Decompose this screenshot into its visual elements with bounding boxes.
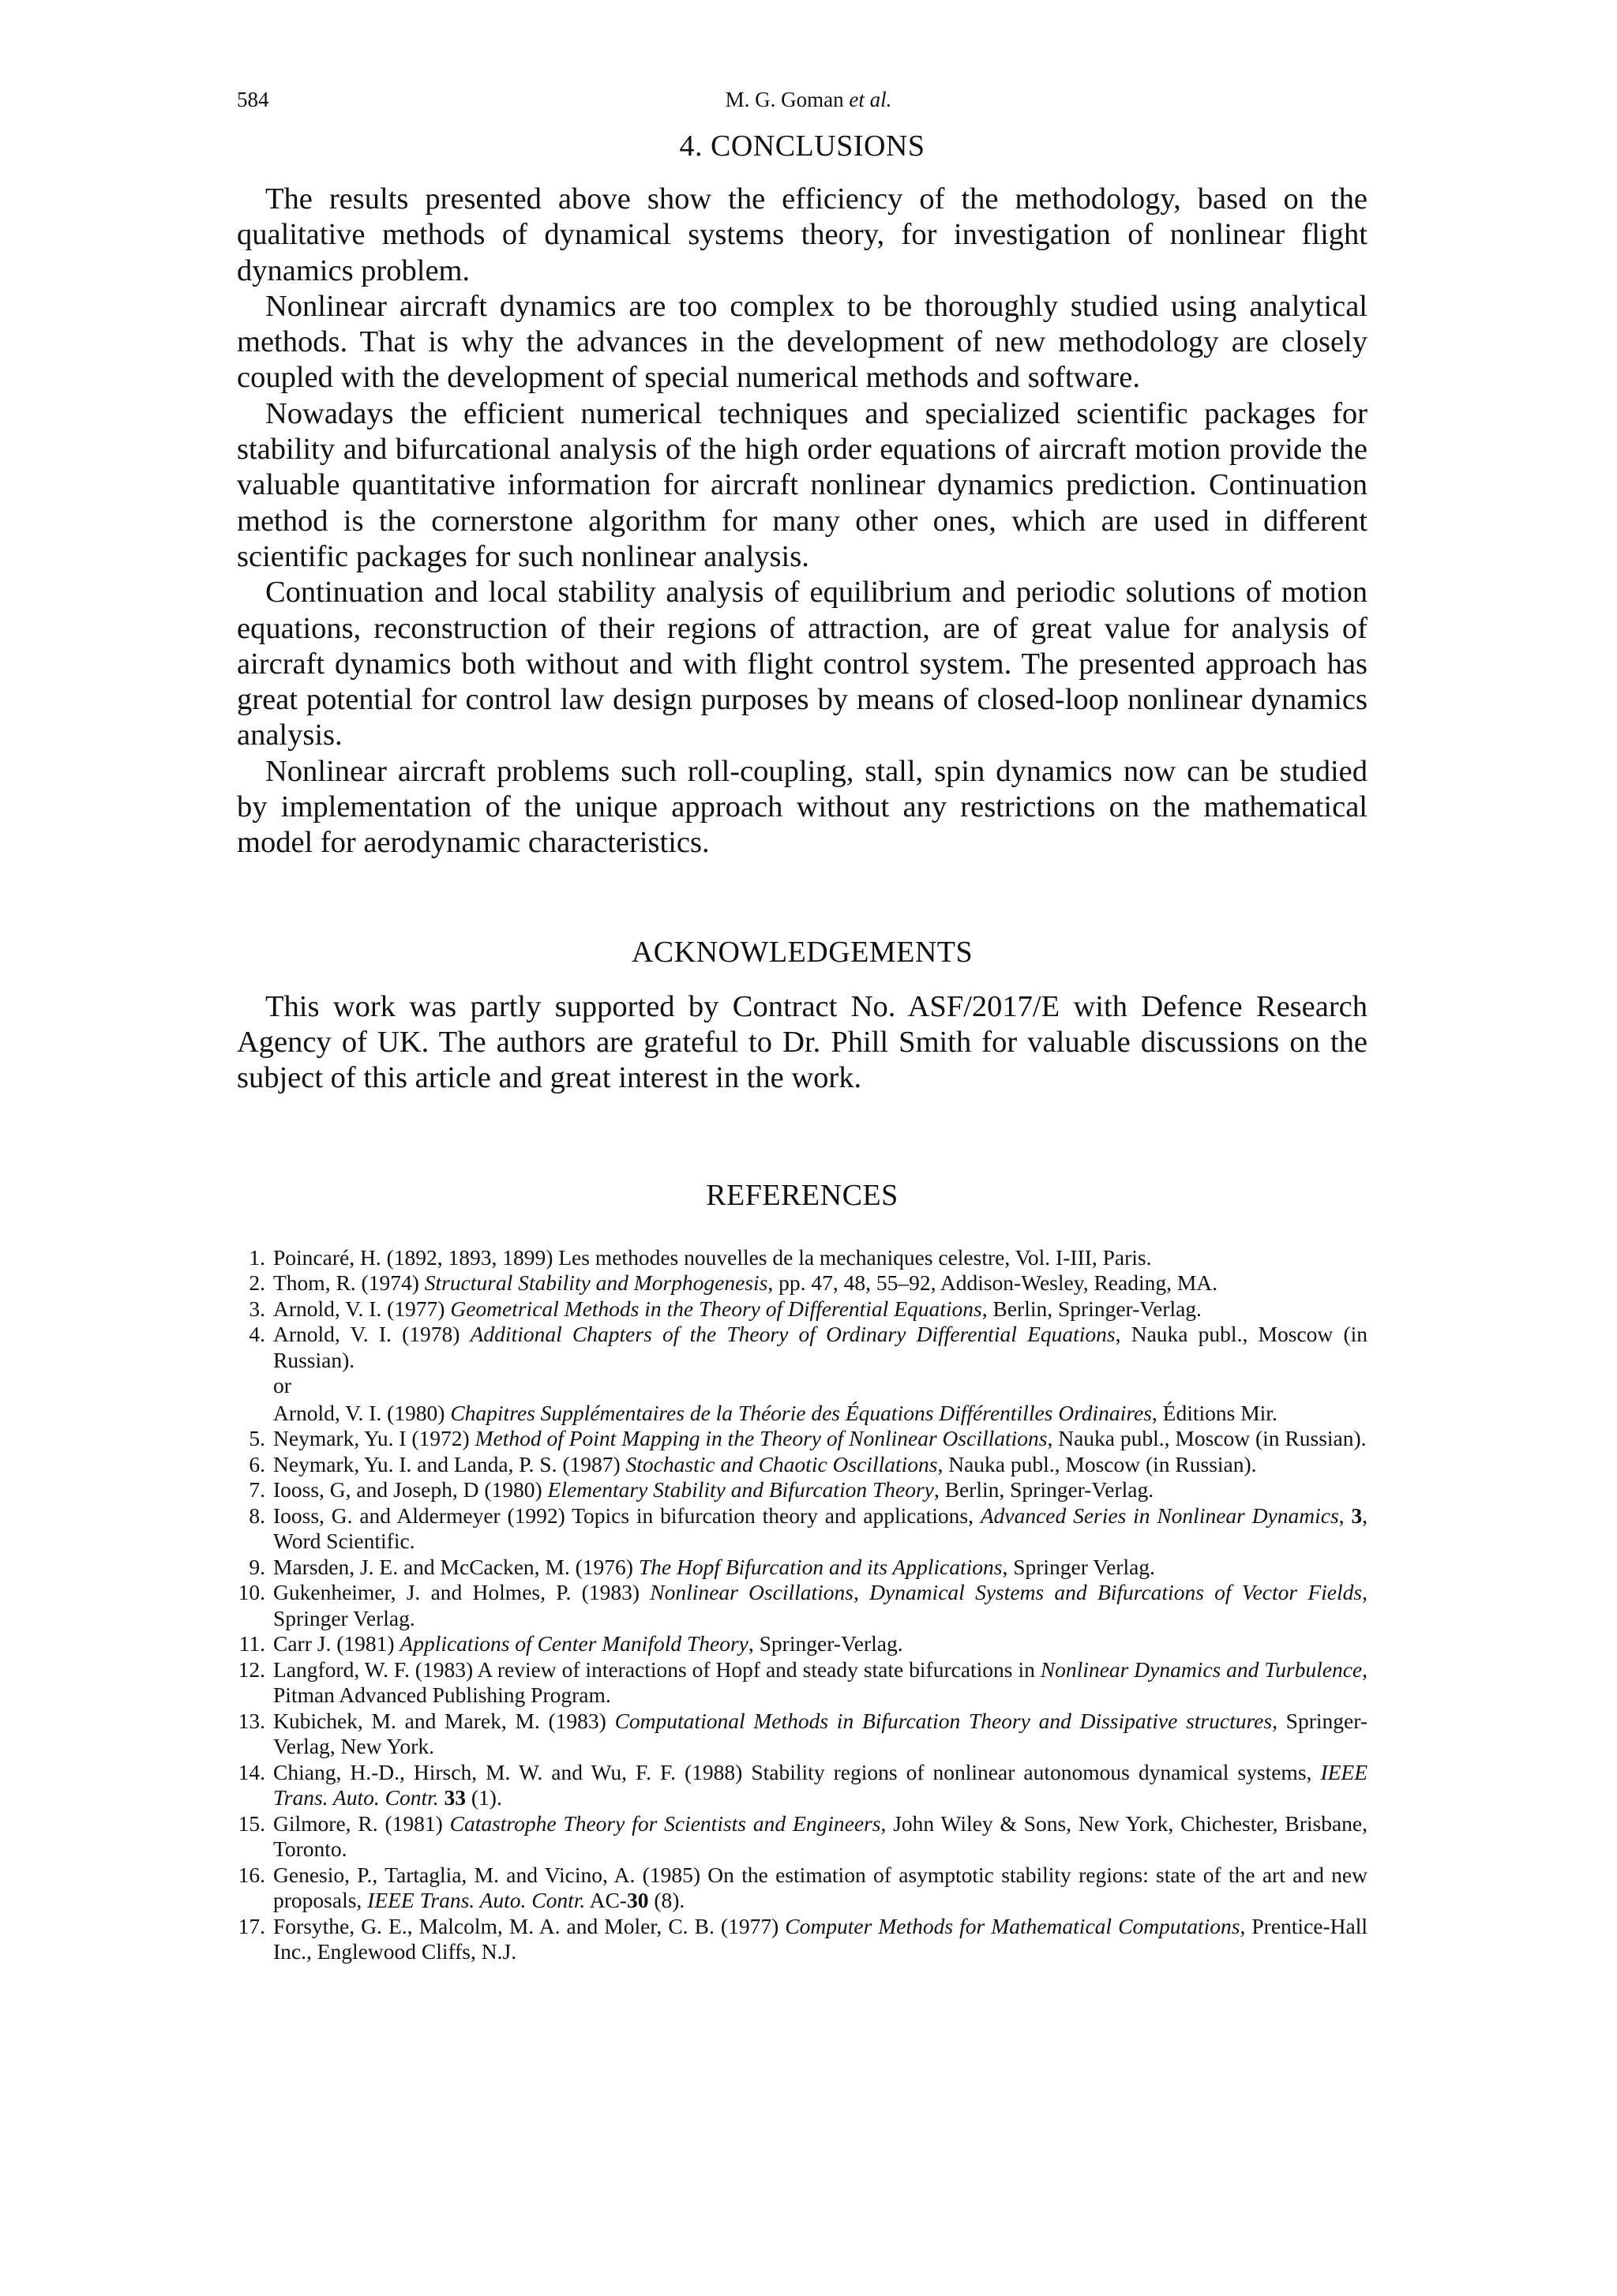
reference-text [439, 1785, 445, 1810]
reference-number: 12. [238, 1656, 265, 1682]
reference-text: , Berlin, Springer-Verlag. [933, 1477, 1154, 1503]
running-title [0, 84, 1617, 115]
reference-number: 6. [249, 1451, 265, 1476]
reference-text: (8). [648, 1888, 685, 1913]
reference-text: , [1338, 1503, 1352, 1528]
running-head [0, 84, 1617, 115]
reference-text: , Nauka publ., Moscow (in Russian). [1047, 1426, 1367, 1451]
reference-title: IEEE Trans. Auto. Contr. [367, 1888, 586, 1913]
reference-text: , Pitman Advanced Publishing Program. [273, 1656, 1368, 1708]
reference-number: 3. [249, 1296, 265, 1321]
reference-number: 2. [249, 1270, 265, 1296]
reference-text: , Berlin, Springer-Verlag. [981, 1296, 1202, 1321]
reference-item [237, 1245, 1368, 1271]
reference-text: , Nauka publ., Moscow (in Russian). [937, 1451, 1257, 1476]
reference-text: Langford, W. F. (1983) A review of interactions of Hopf and steady state bifurcations in [273, 1656, 1041, 1682]
reference-number: 4. [249, 1322, 265, 1347]
running-title-etal: et al. [849, 88, 892, 111]
conclusions-section [237, 182, 1368, 861]
reference-number: 8. [249, 1503, 265, 1528]
reference-text: Poincaré, H. (1892, 1893, 1899) Les methodes nouvelles de la mechaniques celestre, Vol. I-III, Paris. [273, 1244, 1152, 1270]
reference-text: Thom, R. (1974) [273, 1270, 425, 1296]
reference-item [237, 1503, 1368, 1555]
reference-item [237, 1709, 1368, 1760]
reference-item [237, 1914, 1368, 1965]
conclusions-paragraph: The results presented above show the efficiency of the methodology, based on the qualitative methods of dynamical systems theory, for investigation of nonlinear flight dynamics problem. [237, 182, 1368, 287]
reference-text: , Nauka publ., Moscow (in Russian). [273, 1322, 1368, 1372]
acknowledgements-section [237, 989, 1368, 1097]
reference-item [237, 1477, 1368, 1503]
reference-item [237, 1580, 1368, 1631]
reference-alternative [237, 1401, 1368, 1427]
reference-title: Computer Methods for Mathematical Computations [785, 1913, 1240, 1938]
reference-item [237, 1811, 1368, 1863]
reference-number: 14. [238, 1759, 265, 1784]
reference-item [237, 1452, 1368, 1478]
reference-text: , Éditions Mir. [1151, 1400, 1277, 1425]
reference-title: Structural Stability and Morphogenesis [424, 1270, 768, 1296]
reference-number: 10. [238, 1580, 265, 1605]
reference-title: Method of Point Mapping in the Theory of Nonlinear Oscillations [475, 1426, 1048, 1451]
reference-number: 5. [249, 1426, 265, 1451]
running-title-authors: M. G. Goman [725, 88, 844, 111]
reference-title: Advanced Series in Nonlinear Dynamics [980, 1503, 1339, 1528]
conclusions-paragraph: Nowadays the efficient numerical techniques and specialized scientific packages for stability and bifurcational analysis of the high order equations of aircraft motion provide the valuable quantitative information for aircraft nonlinear dynamics prediction. Continuation method is the cornerstone algorithm for many other ones, which are used in different scientific packages for such nonlinear analysis. [237, 396, 1368, 573]
reference-number: 11. [238, 1631, 265, 1656]
reference-text: , Springer Verlag. [273, 1580, 1368, 1630]
references-heading: REFERENCES [706, 1178, 899, 1212]
reference-text: Neymark, Yu. I. and Landa, P. S. (1987) [273, 1451, 626, 1476]
reference-volume: 30 [626, 1888, 649, 1913]
reference-item [237, 1296, 1368, 1322]
reference-title: The Hopf Bifurcation and its Applications [638, 1554, 1003, 1579]
reference-text: Neymark, Yu. I (1972) [273, 1426, 475, 1451]
reference-number: 15. [238, 1810, 265, 1836]
reference-text: , Springer-Verlag. [748, 1631, 903, 1656]
acknowledgements-paragraph: This work was partly supported by Contract No. ASF/2017/E with Defence Research Agency of UK. The authors are grateful to Dr. Phill Smith for valuable discussions on the subject of this article and great interest in the work. [237, 989, 1368, 1095]
reference-text: Genesio, P., Tartaglia, M. and Vicino, A. (1985) On the estimation of asymptotic stability regions: state of the art and new proposals, [273, 1862, 1368, 1913]
reference-title: Nonlinear Oscillations, Dynamical Systems and Bifurcations of Vector Fields [650, 1580, 1363, 1605]
conclusions-paragraph: Continuation and local stability analysis of equilibrium and periodic solutions of motion equations, reconstruction of their regions of attraction, are of great value for analysis of aircraft dynamics both without and with flight control system. The presented approach has great potential for control law design purposes by means of closed-loop nonlinear dynamics analysis. [237, 576, 1368, 752]
reference-text: Chiang, H.-D., Hirsch, M. W. and Wu, F. F. (1988) Stability regions of nonlinear autonomous dynamical systems, [273, 1759, 1321, 1784]
reference-number: 16. [238, 1862, 265, 1887]
reference-number: 17. [238, 1913, 265, 1938]
acknowledgements-heading: ACKNOWLEDGEMENTS [631, 935, 974, 969]
reference-title: Chapitres Supplémentaires de la Théorie des Équations Différentilles Ordinaires [450, 1400, 1152, 1425]
reference-number: 7. [249, 1477, 265, 1503]
reference-text: (1). [466, 1785, 502, 1810]
reference-title: IEEE Trans. Auto. Contr. [273, 1759, 1368, 1810]
conclusions-heading: 4. CONCLUSIONS [679, 129, 925, 163]
reference-title: Geometrical Methods in the Theory of Differential Equations [450, 1296, 982, 1321]
reference-text: Carr J. (1981) [273, 1631, 400, 1656]
reference-item [237, 1270, 1368, 1296]
reference-item [237, 1631, 1368, 1657]
reference-text: Iooss, G, and Joseph, D (1980) [273, 1477, 548, 1503]
reference-text: , Springer-Verlag, New York. [273, 1708, 1368, 1759]
reference-item [237, 1760, 1368, 1811]
article-body [237, 126, 1368, 1965]
reference-item [237, 1426, 1368, 1452]
reference-text: , Springer Verlag. [1002, 1554, 1155, 1579]
reference-text: Marsden, J. E. and McCacken, M. (1976) [273, 1554, 639, 1579]
reference-text: Arnold, V. I. (1980) [273, 1400, 451, 1425]
reference-or-text: or [273, 1373, 291, 1398]
reference-text: , John Wiley & Sons, New York, Chichester, Brisbane, Toronto. [273, 1810, 1368, 1862]
reference-text: Arnold, V. I. (1978) [273, 1322, 471, 1347]
reference-title: Additional Chapters of the Theory of Ordinary Differential Equations [470, 1322, 1116, 1347]
reference-item [237, 1863, 1368, 1914]
reference-text: Gilmore, R. (1981) [273, 1810, 450, 1836]
reference-text: AC- [585, 1888, 627, 1913]
reference-number: 9. [249, 1554, 265, 1579]
reference-title: Applications of Center Manifold Theory [400, 1631, 748, 1656]
reference-text: Gukenheimer, J. and Holmes, P. (1983) [273, 1580, 651, 1605]
reference-list [237, 1245, 1368, 1965]
reference-text: , Prentice-Hall Inc., Englewood Cliffs, N.J. [273, 1913, 1368, 1964]
reference-volume: 33 [444, 1785, 467, 1810]
reference-text: Forsythe, G. E., Malcolm, M. A. and Moler, C. B. (1977) [273, 1913, 786, 1938]
page-number: 584 [237, 88, 269, 111]
reference-item [237, 1322, 1368, 1373]
conclusions-paragraph: Nonlinear aircraft problems such roll-coupling, stall, spin dynamics now can be studied by implementation of the unique approach without any restrictions on the mathematical model for aerodynamic characteristics. [237, 754, 1368, 860]
reference-volume: 3 [1351, 1503, 1363, 1528]
reference-title: Computational Methods in Bifurcation Theory and Dissipative structures [614, 1708, 1273, 1733]
reference-title: Stochastic and Chaotic Oscillations [625, 1451, 938, 1476]
conclusions-paragraph: Nonlinear aircraft dynamics are too complex to be thoroughly studied using analytical methods. That is why the advances in the development of new methodology are closely coupled with the development of special numerical methods and software. [237, 289, 1368, 395]
reference-text: , Word Scientific. [273, 1503, 1368, 1554]
reference-title: Nonlinear Dynamics and Turbulence [1040, 1656, 1363, 1682]
reference-title: Catastrophe Theory for Scientists and Engineers [449, 1810, 881, 1836]
reference-title: Elementary Stability and Bifurcation Theory [547, 1477, 934, 1503]
reference-text: Arnold, V. I. (1977) [273, 1296, 451, 1321]
reference-item [237, 1657, 1368, 1709]
reference-item [237, 1555, 1368, 1581]
reference-text: Iooss, G. and Aldermeyer (1992) Topics in bifurcation theory and applications, [273, 1503, 981, 1528]
reference-number: 1. [249, 1244, 265, 1270]
reference-text: , pp. 47, 48, 55–92, Addison-Wesley, Reading, MA. [767, 1270, 1218, 1296]
reference-number: 13. [238, 1708, 265, 1733]
reference-text: Kubichek, M. and Marek, M. (1983) [273, 1708, 615, 1733]
reference-alternative-marker [237, 1373, 1368, 1399]
